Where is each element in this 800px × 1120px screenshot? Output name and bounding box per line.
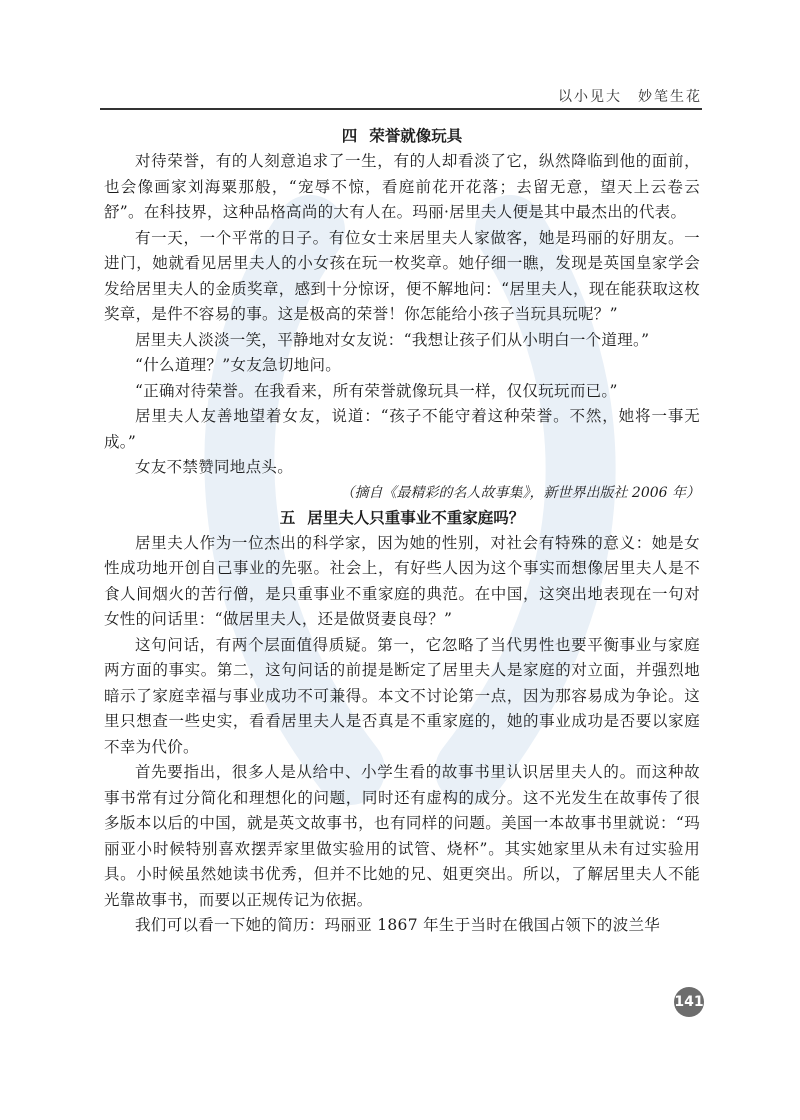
paragraph: 居里夫人作为一位杰出的科学家，因为她的性别，对社会有特殊的意义：她是女性成功地开创自己事业的先驱。社会上，有好些人因为这个事实而想像居里夫人是不食人间烟火的苦行僧，是只重事业不重家庭的典范。在中国，这突出地表现在一句对女性的问话里：“做居里夫人，还是做贤妻良母？”	[104, 533, 700, 628]
paragraph: 这句问话，有两个层面值得质疑。第一，它忽略了当代男性也要平衡事业与家庭两方面的事实。第二，这句问话的前提是断定了居里夫人是家庭的对立面，并强烈地暗示了家庭幸福与事业成功不可兼得。本文不讨论第一点，因为那容易成为争论。这里只想查一些史实，看看居里夫人是否真是不重家庭的，她的事业成功是否要以家庭不幸为代价。	[104, 635, 700, 756]
paragraph: 居里夫人友善地望着女友，说道：“孩子不能守着这种荣誉。不然，她将一事无成。”	[104, 407, 700, 451]
page-number: 141	[674, 994, 704, 1010]
section-4-title	[104, 124, 700, 149]
section-4-number: 四	[341, 127, 358, 145]
section-5-number: 五	[279, 508, 296, 527]
page-body	[104, 124, 700, 939]
paragraph: 女友不禁赞同地点头。	[135, 458, 294, 476]
paragraph: “什么道理？”女友急切地问。	[135, 356, 342, 374]
section-4-heading: 荣誉就像玩具	[369, 127, 463, 145]
source-citation: （摘自《最精彩的名人故事集》，新世界出版社 2006 年）	[340, 484, 700, 501]
page-number-badge	[674, 987, 704, 1017]
running-title: 以小见大 妙笔生花	[558, 89, 702, 105]
paragraph: “正确对待荣誉。在我看来，所有荣誉就像玩具一样，仅仅玩玩而已。”	[135, 381, 618, 400]
section-5-heading: 居里夫人只重事业不重家庭吗？	[307, 508, 525, 527]
section-5-title	[104, 506, 700, 531]
paragraph: 我们可以看一下她的简历：玛丽亚 1867 年生于当时在俄国占领下的波兰华	[135, 916, 661, 934]
paragraph: 首先要指出，很多人是从给中、小学生看的故事书里认识居里夫人的。而这种故事书常有过分简化和理想化的问题，同时还有虚构的成分。这不光发生在故事传了很多版本以后的中国，就是英文故事书，也有同样的问题。美国一本故事书里就说：“玛丽亚小时候特别喜欢摆弄家里做实验用的试管、烧杯”。其实她家里从未有过实验用具。小时候虽然她读书优秀，但并不比她的兄、姐更突出。所以，了解居里夫人不能光靠故事书，而要以正规传记为依据。	[104, 763, 700, 909]
paragraph: 有一天，一个平常的日子。有位女士来居里夫人家做客，她是玛丽的好朋友。一进门，她就看见居里夫人的小女孩在玩一枚奖章。她仔细一瞧，发现是英国皇家学会发给居里夫人的金质奖章，感到十分惊讶，便不解地问：“居里夫人，现在能获取这枚奖章，是件不容易的事。这是极高的荣誉！你怎能给小孩子当玩具玩呢？”	[104, 228, 700, 323]
paragraph: 居里夫人淡淡一笑，平静地对女友说：“我想让孩子们从小明白一个道理。”	[135, 330, 650, 349]
paragraph: 对待荣誉，有的人刻意追求了一生，有的人却看淡了它，纵然降临到他的面前，也会像画家刘海粟那般，“宠辱不惊，看庭前花开花落；去留无意，望天上云卷云舒”。在科技界，这种品格高尚的大有人在。玛丽·居里夫人便是其中最杰出的代表。	[104, 152, 700, 221]
running-header	[100, 86, 702, 110]
